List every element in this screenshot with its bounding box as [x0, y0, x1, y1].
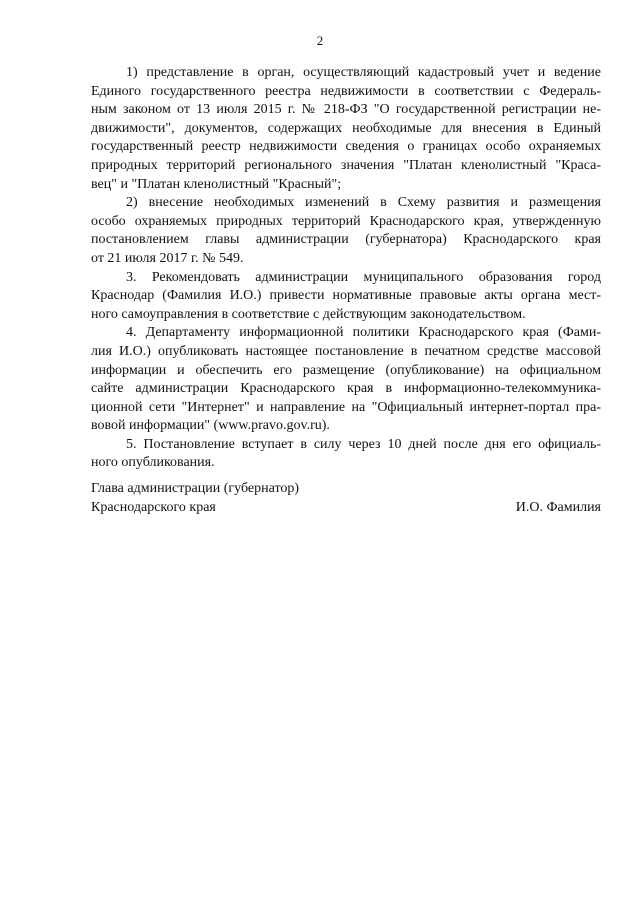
page-number: 2: [316, 33, 324, 48]
text-line: движимости", документов, содержащих необходимые для внесения в Единый: [91, 120, 601, 136]
signatory-name: И.О. Фамилия: [515, 500, 601, 515]
paragraph-item-1: [91, 64, 601, 194]
signature-block: [91, 479, 601, 517]
text-line: государственный реестр недвижимости сведения о границах особо охраняемых: [91, 139, 601, 155]
signatory-title-line-1: Глава администрации (губернатор): [91, 481, 300, 496]
text-line: вовой информации" (www.pravo.gov.ru).: [91, 418, 330, 434]
text-line: лия И.О.) опубликовать настоящее постановление в печатном средстве массовой: [91, 343, 601, 359]
text-line: 5. Постановление вступает в силу через 10 дней после дня его официаль-: [126, 436, 601, 452]
text-line: от 21 июля 2017 г. № 549.: [91, 250, 244, 266]
document-body: [91, 64, 601, 473]
text-line: 1) представление в орган, осуществляющий кадастровый учет и ведение: [126, 65, 601, 80]
paragraph-item-4: [91, 324, 601, 436]
text-line: ного опубликования.: [91, 455, 215, 471]
text-line: природных территорий регионального значения "Платан кленолистный "Краса-: [91, 157, 601, 173]
paragraph-item-3: [91, 269, 601, 325]
paragraph-item-2: [91, 194, 601, 268]
text-line: ным законом от 13 июля 2015 г. № 218-ФЗ "О государственной регистрации не-: [91, 102, 601, 118]
text-line: 4. Департаменту информационной политики Краснодарского края (Фами-: [126, 325, 601, 341]
text-line: Единого государственного реестра недвижимости в соответствии с Федераль-: [91, 83, 601, 99]
text-line: ного самоуправления в соответствие с действующим законодательством.: [91, 306, 526, 322]
paragraph-item-5: [91, 436, 601, 473]
text-line: 2) внесение необходимых изменений в Схему развития и размещения: [126, 195, 601, 211]
text-line: постановлением главы администрации (губернатора) Краснодарского края: [91, 232, 601, 248]
text-line: информации и обеспечить его размещение (опубликование) на официальном: [91, 362, 601, 378]
text-line: 3. Рекомендовать администрации муниципального образования город: [126, 269, 601, 285]
text-line: сайте администрации Краснодарского края в информационно-телекоммуника-: [91, 381, 601, 397]
signatory-title-line-2-row: [91, 498, 601, 517]
signatory-title-line-2: Краснодарского края: [91, 500, 216, 515]
text-line: особо охраняемых природных территорий Краснодарского края, утвержденную: [91, 213, 601, 229]
text-line: вец" и "Платан кленолистный "Красный";: [91, 176, 342, 192]
text-line: Краснодар (Фамилия И.О.) привести нормативные правовые акты органа мест-: [91, 288, 601, 304]
text-line: ционной сети "Интернет" и направление на "Официальный интернет-портал пра-: [91, 399, 601, 415]
